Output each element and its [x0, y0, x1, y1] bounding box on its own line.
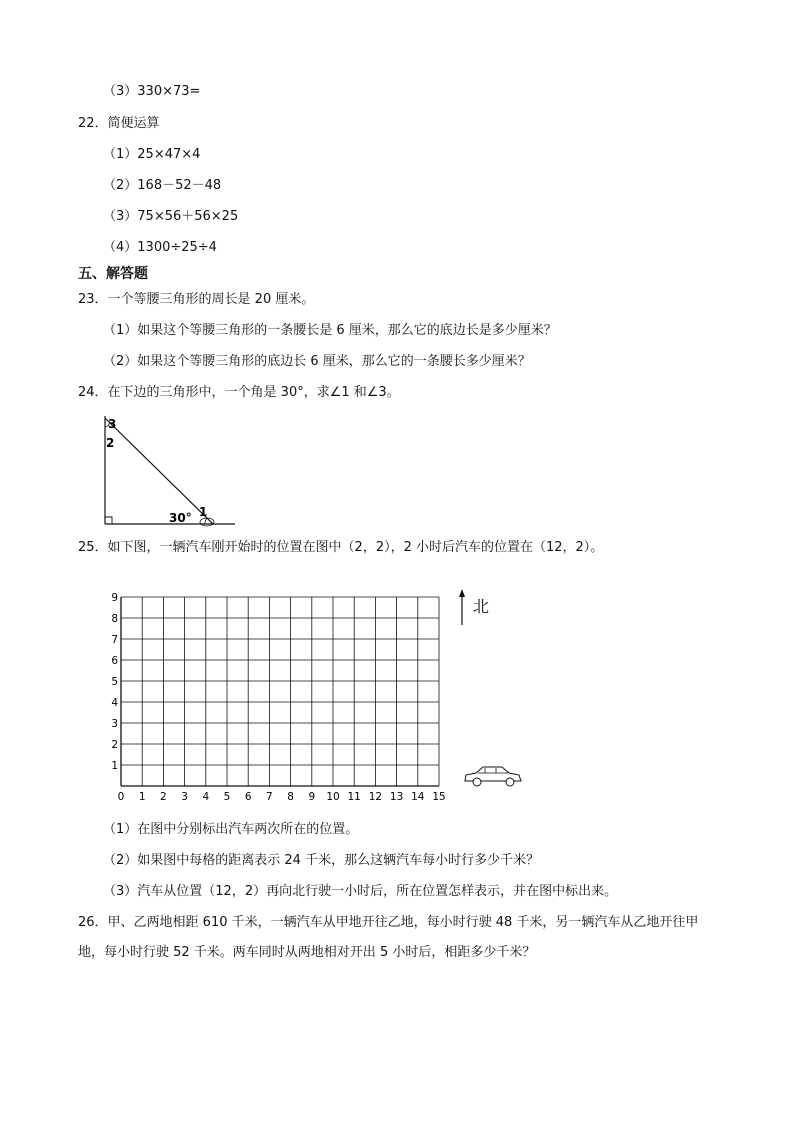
y-tick-label: 7	[111, 634, 118, 646]
q24-title: 24．在下边的三角形中，一个角是 30°，求∠1 和∠3。	[78, 385, 400, 400]
x-tick-label: 11	[347, 791, 361, 803]
q25-part-1: （1）在图中分别标出汽车两次所在的位置。	[103, 822, 359, 837]
x-tick-label: 6	[244, 791, 252, 803]
x-tick-label: 8	[287, 791, 294, 803]
triangle-figure	[95, 412, 245, 530]
y-tick-label: 2	[111, 739, 118, 751]
y-tick-label: 4	[111, 697, 118, 709]
y-tick-label: 5	[111, 676, 118, 688]
angle-2-label: 2	[106, 436, 115, 450]
north-label: 北	[473, 597, 490, 616]
angle-3-label: 3	[108, 417, 117, 431]
x-tick-label: 9	[308, 791, 316, 803]
x-tick-label: 14	[411, 791, 425, 803]
q23-title: 23．一个等腰三角形的周长是 20 厘米。	[78, 292, 315, 307]
angle-30-label: 30°	[169, 511, 192, 525]
coordinate-grid	[110, 582, 510, 804]
x-tick-label: 1	[138, 791, 146, 803]
x-tick-label: 10	[326, 791, 340, 803]
x-tick-label: 7	[266, 791, 273, 803]
y-tick-label: 3	[111, 718, 118, 730]
angle-1-label: 1	[199, 505, 208, 519]
x-tick-label: 4	[202, 791, 210, 803]
q25-title: 25．如下图，一辆汽车刚开始时的位置在图中（2，2），2 小时后汽车的位置在（12，2）。	[78, 540, 604, 555]
y-tick-label: 9	[111, 592, 118, 604]
q21-part-3: （3）330×73=	[103, 84, 201, 99]
q26-text: 26．甲、乙两地相距 610 千米，一辆汽车从甲地开往乙地，每小时行驶 48 千米，另一辆汽车从乙地开往甲地，每小时行驶 52 千米。两车同时从两地相对开出 5 小时后，相距多少千米？	[78, 915, 699, 960]
q22-part-4: （4）1300÷25÷4	[103, 240, 217, 255]
q23-part-2: （2）如果这个等腰三角形的底边长 6 厘米，那么它的一条腰长多少厘米？	[103, 354, 531, 369]
q25-part-3: （3）汽车从位置（12，2）再向北行驶一小时后，所在位置怎样表示，并在图中标出来。	[103, 884, 618, 899]
x-tick-label: 13	[389, 791, 404, 803]
section-title-5: 五、解答题	[78, 266, 148, 282]
x-tick-label: 15	[432, 791, 446, 803]
y-tick-label: 8	[111, 613, 118, 625]
q25-part-2: （2）如果图中每格的距离表示 24 千米，那么这辆汽车每小时行多少千米？	[103, 853, 540, 868]
x-tick-label: 2	[160, 791, 167, 803]
y-tick-label: 1	[111, 760, 118, 772]
x-tick-label: 0	[117, 791, 125, 803]
y-tick-label: 6	[111, 655, 118, 667]
q22-title: 22．简便运算	[78, 116, 160, 131]
q22-part-1: （1）25×47×4	[103, 147, 201, 162]
q22-part-2: （2）168－52－48	[103, 178, 222, 193]
car-icon	[462, 762, 524, 790]
q22-part-3: （3）75×56＋56×25	[103, 209, 239, 224]
x-tick-label: 12	[368, 791, 383, 803]
q23-part-1: （1）如果这个等腰三角形的一条腰长是 6 厘米，那么它的底边长是多少厘米？	[103, 323, 557, 338]
x-tick-label: 3	[181, 791, 188, 803]
x-tick-label: 5	[223, 791, 231, 803]
